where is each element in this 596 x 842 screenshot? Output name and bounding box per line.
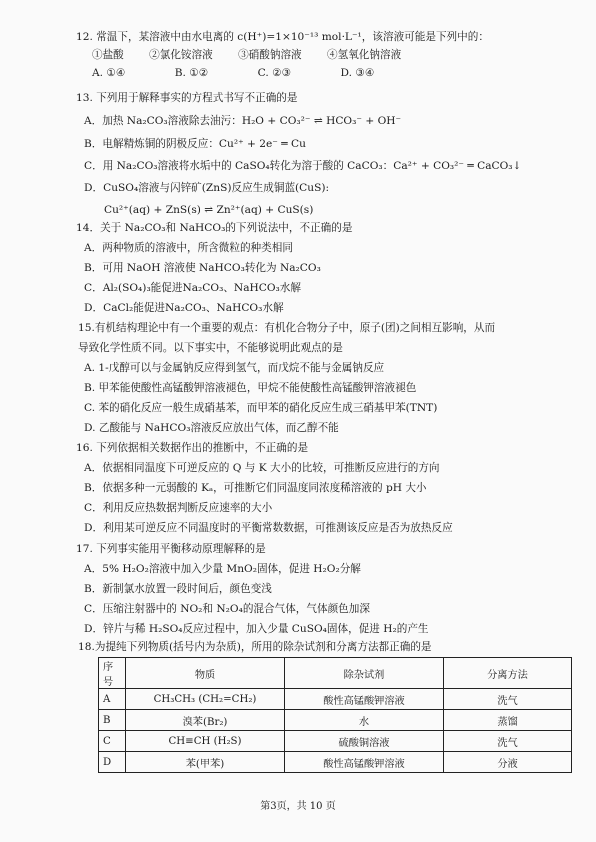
q12-option-b: B. ①② bbox=[174, 67, 209, 79]
q12-options bbox=[92, 66, 374, 80]
table-cell: CH≡CH (H₂S) bbox=[126, 731, 285, 752]
q15-stem-line1: 15.有机结构理论中有一个重要的观点：有机化合物分子中，原子(团)之间相互影响，从而 bbox=[78, 322, 496, 334]
q15-option-b: B. 甲苯能使酸性高锰酸钾溶液褪色，甲烷不能使酸性高锰酸钾溶液褪色 bbox=[84, 382, 417, 394]
q13-equation: Cu²⁺(aq) + ZnS(s) ⇌ Zn²⁺(aq) + CuS(s) bbox=[104, 204, 314, 216]
q18-stem: 18.为提纯下列物质(括号内为杂质)，所用的除杂试剂和分离方法都正确的是 bbox=[78, 641, 432, 653]
q13-option-d: D．CuSO₄溶液与闪锌矿(ZnS)反应生成铜蓝(CuS): bbox=[84, 182, 330, 194]
table-cell: 洗气 bbox=[444, 731, 572, 752]
table-cell: 水 bbox=[285, 710, 444, 731]
q17-option-d: D．锌片与稀 H₂SO₄反应过程中，加入少量 CuSO₄固体，促进 H₂的产生 bbox=[84, 623, 429, 635]
table-header: 分离方法 bbox=[444, 658, 572, 689]
table-header: 物质 bbox=[126, 658, 285, 689]
table-header-row bbox=[99, 658, 572, 689]
q12-item: ④氢氧化钠溶液 bbox=[327, 49, 402, 61]
q16-option-d: D．利用某可逆反应不同温度时的平衡常数数据，可推测该反应是否为放热反应 bbox=[84, 522, 453, 534]
q17-stem: 17. 下列事实能用平衡移动原理解释的是 bbox=[76, 543, 266, 555]
q14-option-a: A．两种物质的溶液中，所含微粒的种类相同 bbox=[84, 242, 293, 254]
table-row bbox=[99, 710, 572, 731]
table-row bbox=[99, 752, 572, 773]
table-cell: 蒸馏 bbox=[444, 710, 572, 731]
table-cell: D bbox=[99, 752, 126, 773]
table-cell: 酸性高锰酸钾溶液 bbox=[285, 689, 444, 710]
q17-option-b: B．新制氯水放置一段时间后，颜色变浅 bbox=[84, 583, 272, 595]
q12-option-d: D. ③④ bbox=[340, 67, 375, 79]
q14-option-b: B．可用 NaOH 溶液使 NaHCO₃转化为 Na₂CO₃ bbox=[84, 262, 321, 274]
q13-stem: 13. 下列用于解释事实的方程式书写不正确的是 bbox=[76, 92, 298, 104]
q15-stem-line2: 导致化学性质不同。以下事实中，不能够说明此观点的是 bbox=[78, 342, 343, 354]
q17-option-a: A．5% H₂O₂溶液中加入少量 MnO₂固体，促进 H₂O₂分解 bbox=[84, 563, 361, 575]
q18-table bbox=[98, 657, 572, 773]
table-cell: B bbox=[99, 710, 126, 731]
table-cell: C bbox=[99, 731, 126, 752]
table-cell: 酸性高锰酸钾溶液 bbox=[285, 752, 444, 773]
q15-option-d: D. 乙酸能与 NaHCO₃溶液反应放出气体，而乙醇不能 bbox=[84, 422, 339, 434]
q14-stem: 14．关于 Na₂CO₃和 NaHCO₃的下列说法中，不正确的是 bbox=[76, 222, 353, 234]
page-footer: 第3页，共 10 页 bbox=[260, 801, 336, 812]
q12-option-a: A. ①④ bbox=[92, 67, 126, 79]
q17-option-c: C．压缩注射器中的 NO₂和 N₂O₄的混合气体，气体颜色加深 bbox=[84, 603, 370, 615]
q16-option-b: B．依据多种一元弱酸的 Kₐ，可推断它们同温度同浓度稀溶液的 pH 大小 bbox=[84, 482, 427, 494]
q14-option-d: D．CaCl₂能促进Na₂CO₃、NaHCO₃水解 bbox=[84, 302, 284, 314]
table-row bbox=[99, 731, 572, 752]
table-header: 除杂试剂 bbox=[285, 658, 444, 689]
table-cell: 硫酸铜溶液 bbox=[285, 731, 444, 752]
table-cell: A bbox=[99, 689, 126, 710]
q12-item: ②氯化铵溶液 bbox=[149, 49, 213, 61]
q12-stem: 12. 常温下，某溶液中由水电离的 c(H⁺)=1×10⁻¹³ mol·L⁻¹，该溶液可能是下列中的： bbox=[76, 31, 489, 43]
q12-item: ③硝酸钠溶液 bbox=[238, 49, 302, 61]
q12-option-c: C. ②③ bbox=[257, 67, 292, 79]
table-cell: 分液 bbox=[444, 752, 572, 773]
table-cell: 溴苯(Br₂) bbox=[126, 710, 285, 731]
q13-option-c: C．用 Na₂CO₃溶液将水垢中的 CaSO₄转化为溶于酸的 CaCO₃：Ca²⁺ + CO₃²⁻ ═ CaCO₃↓ bbox=[84, 160, 522, 172]
q14-option-c: C．Al₂(SO₄)₃能促进Na₂CO₃、NaHCO₃水解 bbox=[84, 282, 301, 294]
table-cell: CH₃CH₃ (CH₂=CH₂) bbox=[126, 689, 285, 710]
q13-option-a: A．加热 Na₂CO₃溶液除去油污：H₂O + CO₃²⁻ ⇌ HCO₃⁻ + OH⁻ bbox=[84, 115, 402, 127]
q12-item: ①盐酸 bbox=[92, 49, 124, 61]
q15-option-c: C. 苯的硝化反应一般生成硝基苯，而甲苯的硝化反应生成三硝基甲苯(TNT) bbox=[84, 402, 438, 414]
q12-items bbox=[92, 48, 401, 62]
q15-option-a: A. 1-戊醇可以与金属钠反应得到氢气，而戊烷不能与金属钠反应 bbox=[84, 362, 385, 374]
table-cell: 苯(甲苯) bbox=[126, 752, 285, 773]
q16-option-a: A．依据相同温度下可逆反应的 Q 与 K 大小的比较，可推断反应进行的方向 bbox=[84, 462, 440, 474]
table-header: 序号 bbox=[99, 658, 126, 689]
q13-option-b: B．电解精炼铜的阴极反应：Cu²⁺ + 2e⁻ ═ Cu bbox=[84, 138, 306, 150]
q16-option-c: C．利用反应热数据判断反应速率的大小 bbox=[84, 502, 273, 514]
table-row bbox=[99, 689, 572, 710]
q16-stem: 16. 下列依据相关数据作出的推断中，不正确的是 bbox=[76, 442, 309, 454]
table-cell: 洗气 bbox=[444, 689, 572, 710]
